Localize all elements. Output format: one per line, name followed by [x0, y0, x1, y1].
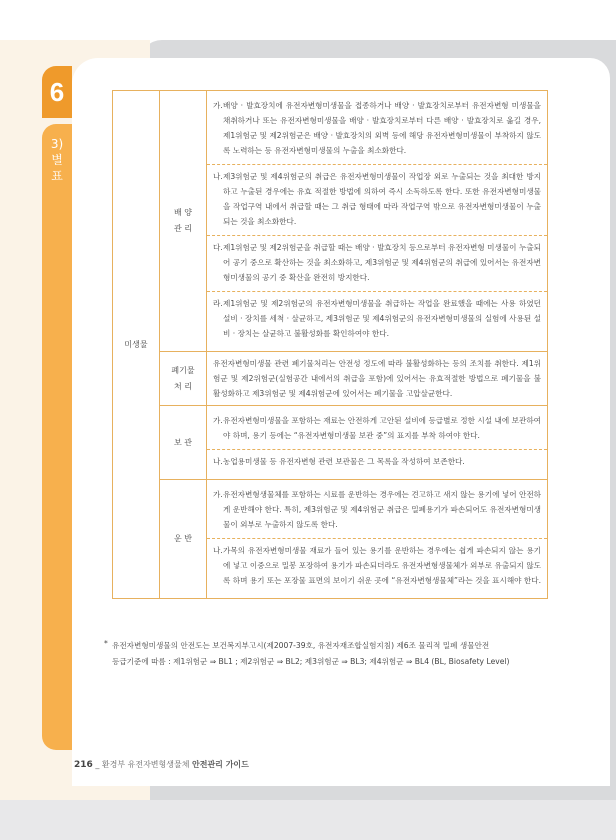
list-item [213, 240, 541, 285]
item-mark: 가. [213, 490, 223, 499]
item-mark: 나. [213, 546, 223, 555]
item-text: 배양 · 발효장치에 유전자변형미생물을 접종하거나 배양 · 발효장치로부터 유전자변형 미생물을 채취하거나 또는 유전자변형미생물을 배양 · 발효장치로부터 다른 배양 · 발효장치로 옮길 경우, 제1위험군 및 제2위험군은 배양 · 발효장치의 외벽 등에 해당 유전자변형미생물이 부착하지 않도록 노력하는 등 유전자변형미생물의 누출을 최소화한다. [223, 101, 541, 155]
divider [207, 235, 547, 236]
item-mark: 라. [213, 299, 223, 308]
list-item [213, 98, 541, 158]
subcategory-transport [160, 480, 207, 599]
subcategory-line: 폐기물 [171, 365, 195, 375]
footnote [104, 638, 552, 670]
section-number: 3) [50, 137, 64, 151]
footer-separator: _ [95, 760, 100, 769]
subcategory-culture [160, 91, 207, 352]
book-title-bold: 안전관리 가이드 [192, 760, 249, 769]
page-number: 216 [74, 760, 93, 770]
section-tab [42, 124, 72, 750]
book-title: 환경부 유전자변형생물체 [101, 760, 190, 769]
waste-content [207, 352, 548, 406]
subcategory-storage [160, 406, 207, 480]
divider [207, 291, 547, 292]
item-mark: 다. [213, 243, 223, 252]
list-item [213, 169, 541, 229]
item-mark: 가. [213, 416, 223, 425]
item-mark: 나. [213, 457, 223, 466]
list-item [213, 487, 541, 532]
category-cell: 미생물 [113, 91, 160, 599]
footnote-line: 유전자변형미생물의 안전도는 보건복지부고시(제2007-39호, 유전자재조합실험지침) 제6조 물리적 밀폐 생물안전 [112, 641, 490, 650]
list-item [213, 454, 541, 469]
background-bottom-band [0, 800, 616, 840]
item-text: 제3위험군 및 제4위험군의 취급은 유전자변형미생물이 작업장 외로 누출되는 것을 최대한 방지하고 누출된 경우에는 유효 적절한 방법에 의하여 즉시 소독하도록 한다. 또한 유전자변형미생물을 작업구역 내에서 취급할 때는 그 취급 형태에 따라 작업구역 밖으로 유전자변형미생물이 누출되는 것을 최소화한다. [223, 172, 541, 226]
chapter-tab [42, 66, 72, 118]
footnote-line: 등급기준에 따름 : 제1위험군 ⇒ BL1 ; 제2위험군 ⇒ BL2; 제3위험군 ⇒ BL3; 제4위험군 ⇒ BL4 (BL, Biosafety Level) [112, 657, 510, 666]
subcategory-line: 보 관 [174, 437, 192, 447]
footnote-star: * [104, 639, 108, 648]
subcategory-line: 운 반 [174, 534, 192, 543]
item-text: 유전자변형생물체를 포함하는 시료를 운반하는 경우에는 견고하고 새지 않는 용기에 넣어 안전하게 운반해야 한다. 특히, 제3위험군 및 제4위험군 취급은 밀폐용기가 파손되어도 유전자변형미생물이 외부로 누출하지 않도록 한다. [223, 490, 541, 529]
storage-content [207, 406, 548, 480]
divider [207, 538, 547, 539]
divider [207, 449, 547, 450]
subcategory-waste [160, 352, 207, 406]
item-mark: 가. [213, 101, 223, 110]
page-footer [74, 759, 249, 770]
chapter-number: 6 [49, 77, 65, 107]
section-title-char-2: 표 [51, 169, 63, 183]
transport-content [207, 480, 548, 599]
item-mark: 나. [213, 172, 223, 181]
culture-content [207, 91, 548, 352]
regulation-table [112, 90, 548, 599]
subcategory-line: 관 리 [174, 224, 192, 233]
subcategory-line: 처 리 [174, 381, 192, 391]
section-title-char-1: 별 [51, 153, 63, 167]
divider [207, 164, 547, 165]
item-text: 농업용미생물 등 유전자변형 관련 보관물은 그 목록을 작성하여 보존한다. [223, 457, 465, 466]
item-text: 제1위험군 및 제2위험군의 유전자변형미생물을 취급하는 작업을 완료했을 때에는 사용 하였던 설비 · 장치를 세척 · 살균하고, 제3위험군 및 제4위험군의 유전자변형미생물의 실험에 사용된 설비 · 장치는 살균하고 불활성화를 확인하여야 한다. [223, 299, 541, 338]
list-item [213, 413, 541, 443]
list-item [213, 543, 541, 588]
paragraph: 유전자변형미생물 관련 폐기물처리는 안전성 정도에 따라 불활성화하는 등의 조치를 취한다. 제1위험군 및 제2위험군(실험공간 내에서의 취급을 포함)에 있어서는 유효적절한 방법으로 폐기물을 불활성화하고 제3위험군 및 제4위험군에 있어서는 폐기물을 고압살균한다. [213, 359, 541, 398]
list-item [213, 296, 541, 341]
item-text: 제1위험군 및 제2위험군을 취급할 때는 배양 · 발효장치 등으로부터 유전자변형 미생물이 누출되어 공기 중으로 확산하는 것을 최소화하고, 제3위험군 및 제4위험군의 취급에 있어서는 유전자변형미생물의 공기 중 확산을 완전히 방지한다. [223, 243, 541, 282]
item-text: 가목의 유전자변형미생물 재료가 들어 있는 용기를 운반하는 경우에는 쉽게 파손되지 않는 용기에 넣고 이중으로 밀봉 포장하여 용기가 파손되더라도 유전자변형생물체가 외부로 유출되지 않도록 하며 용기 또는 포장물 표면의 보이기 쉬운 곳에 “유전자변형생물체”라는 것을 표시해야 한다. [223, 546, 541, 585]
item-text: 유전자변형미생물을 포함하는 재료는 안전하게 고안된 설비에 등급별로 정한 시설 내에 보관하여야 하며, 용기 등에는 “유전자변형미생물 보관 중”의 표지를 부착 하여야 한다. [223, 416, 541, 440]
subcategory-line: 배 양 [174, 208, 192, 217]
